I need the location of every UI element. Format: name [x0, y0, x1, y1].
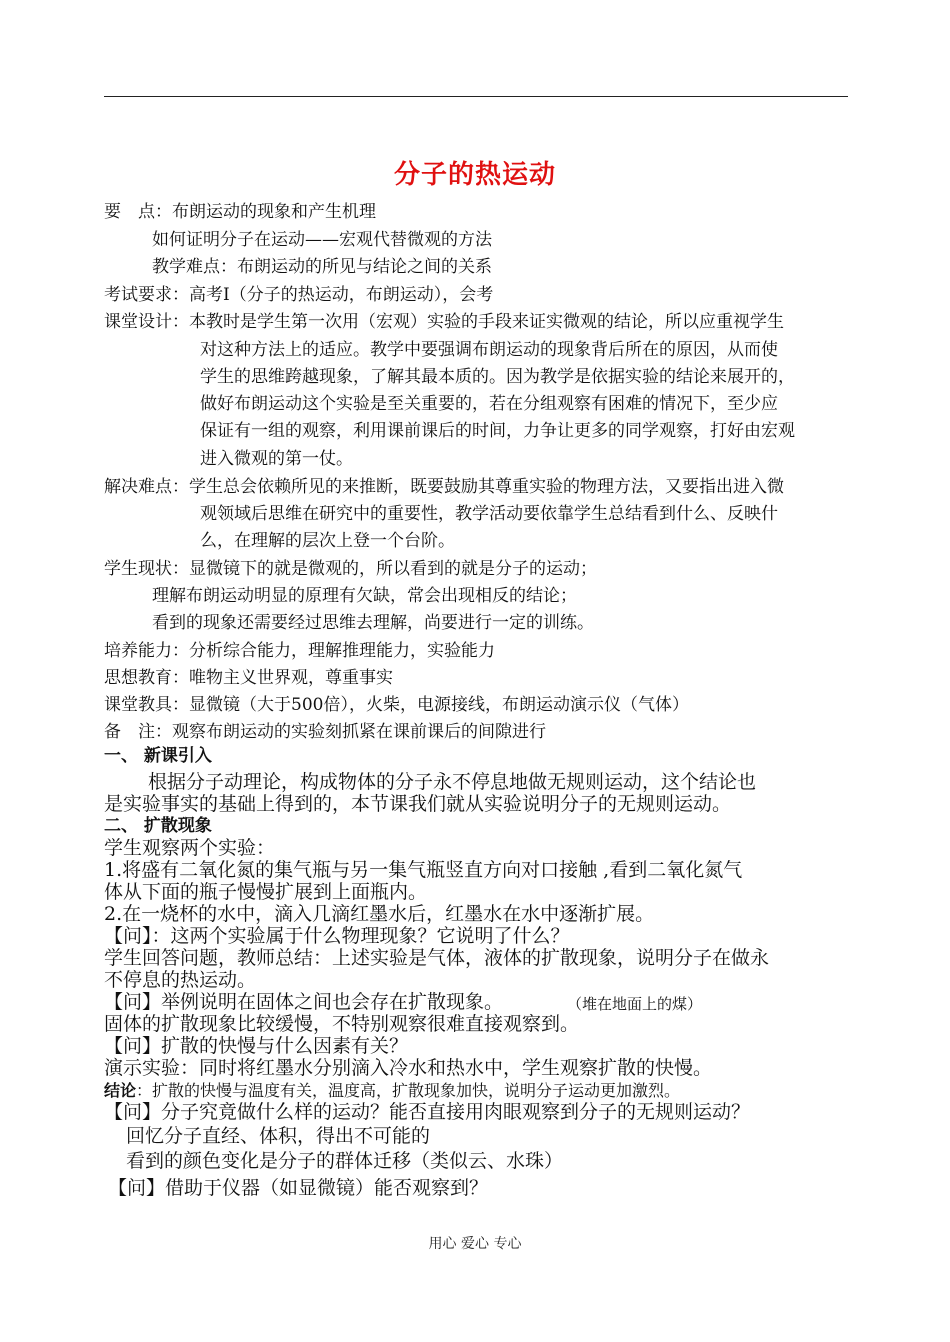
page-footer: 用心 爱心 专心 [428, 1236, 522, 1252]
paragraph-line: 根据分子动理论，构成物体的分子永不停息地做无规则运动，这个结论也 [148, 771, 757, 793]
remarks-line: 备 注：观察布朗运动的实验刻抓紧在课前课后的间隙进行 [104, 722, 546, 742]
paragraph-line: 是实验事实的基础上得到的，本节课我们就从实验说明分子的无规则运动。 [104, 793, 732, 815]
solve-difficulty-line: 解决难点：学生总会依赖所见的来推断，既要鼓励其尊重实验的物理方法，又要指出进入微 [104, 477, 784, 497]
key-points-line-2: 如何证明分子在运动——宏观代替微观的方法 [152, 230, 492, 250]
paragraph-line: 2.在一烧杯的水中，滴入几滴红墨水后，红墨水在水中逐渐扩展。 [104, 903, 655, 925]
conclusion-text: ：扩散的快慢与温度有关，温度高，扩散现象加快，说明分子运动更加激烈。 [136, 1081, 681, 1100]
question-line: 【问】借助于仪器（如显微镜）能否观察到？ [108, 1177, 489, 1199]
question-line: 【问】扩散的快慢与什么因素有关？ [104, 1035, 409, 1057]
question-line: 【问】：这两个实验属于什么物理现象？它说明了什么？ [104, 925, 570, 947]
ability-line: 培养能力：分析综合能力，理解推理能力，实验能力 [104, 641, 495, 661]
paragraph-line: 学生观察两个实验： [104, 837, 276, 859]
section-heading-intro: 一、 新课引入 [104, 746, 212, 766]
conclusion-label: 结论 [104, 1081, 137, 1100]
student-status-line: 学生现状：显微镜下的就是微观的，所以看到的就是分子的运动； [104, 559, 597, 579]
question-line: 【问】分子究竟做什么样的运动？能否直接用肉眼观察到分子的无规则运动？ [104, 1101, 751, 1123]
page-title: 分子的热运动 [393, 160, 556, 190]
class-design-line-6: 进入微观的第一仗。 [200, 449, 353, 469]
paragraph-line: 固体的扩散现象比较缓慢，不特别观察很难直接观察到。 [104, 1013, 580, 1035]
header-rule [104, 96, 848, 97]
teaching-aids-line: 课堂教具：显微镜（大于500倍），火柴，电源接线，布朗运动演示仪（气体） [104, 695, 689, 715]
conclusion-line [104, 1080, 680, 1102]
exam-requirement-line: 考试要求：高考Ⅰ（分子的热运动，布朗运动），会考 [104, 285, 494, 305]
student-status-line-3: 看到的现象还需要经过思维去理解，尚要进行一定的训练。 [152, 613, 594, 633]
paragraph-line: 看到的颜色变化是分子的群体迁移（类似云、水珠） [126, 1150, 564, 1172]
difficulty-line: 教学难点：布朗运动的所见与结论之间的关系 [152, 257, 492, 277]
class-design-line-5: 保证有一组的观察，利用课前课后的时间，力争让更多的同学观察，打好由宏观 [200, 421, 795, 441]
paragraph-line: 1.将盛有二氧化氮的集气瓶与另一集气瓶竖直方向对口接触 ,看到二氧化氮气 [104, 859, 743, 881]
class-design-line-2: 对这种方法上的适应。教学中要强调布朗运动的现象背后所在的原因，从而使 [200, 340, 778, 360]
class-design-line: 课堂设计：本教时是学生第一次用（宏观）实验的手段来证实微观的结论，所以应重视学生 [104, 312, 784, 332]
paragraph-line: 演示实验：同时将红墨水分别滴入冷水和热水中，学生观察扩散的快慢。 [104, 1057, 713, 1079]
question-line: 【问】举例说明在固体之间也会存在扩散现象。 [104, 991, 504, 1013]
student-status-line-2: 理解布朗运动明显的原理有欠缺，常会出现相反的结论； [152, 586, 577, 606]
paragraph-line: 体从下面的瓶子慢慢扩展到上面瓶内。 [104, 881, 428, 903]
solve-difficulty-line-2: 观领域后思维在研究中的重要性，教学活动要依靠学生总结看到什么、反映什 [200, 504, 778, 524]
paragraph-line: 不停息的热运动。 [104, 969, 257, 991]
paragraph-line: 回忆分子直经、体积，得出不可能的 [126, 1125, 431, 1147]
ideology-line: 思想教育：唯物主义世界观，尊重事实 [104, 668, 393, 688]
question-note: （堆在地面上的煤） [567, 995, 703, 1013]
paragraph-line: 学生回答问题，教师总结：上述实验是气体，液体的扩散现象，说明分子在做永 [104, 947, 770, 969]
class-design-line-3: 学生的思维跨越现象，了解其最本质的。因为教学是依据实验的结论来展开的， [200, 367, 795, 387]
section-heading-diffusion: 二、 扩散现象 [104, 816, 212, 836]
key-points-line: 要 点：布朗运动的现象和产生机理 [104, 202, 376, 222]
class-design-line-4: 做好布朗运动这个实验是至关重要的，若在分组观察有困难的情况下，至少应 [200, 394, 778, 414]
solve-difficulty-line-3: 么，在理解的层次上登一个台阶。 [200, 531, 455, 551]
